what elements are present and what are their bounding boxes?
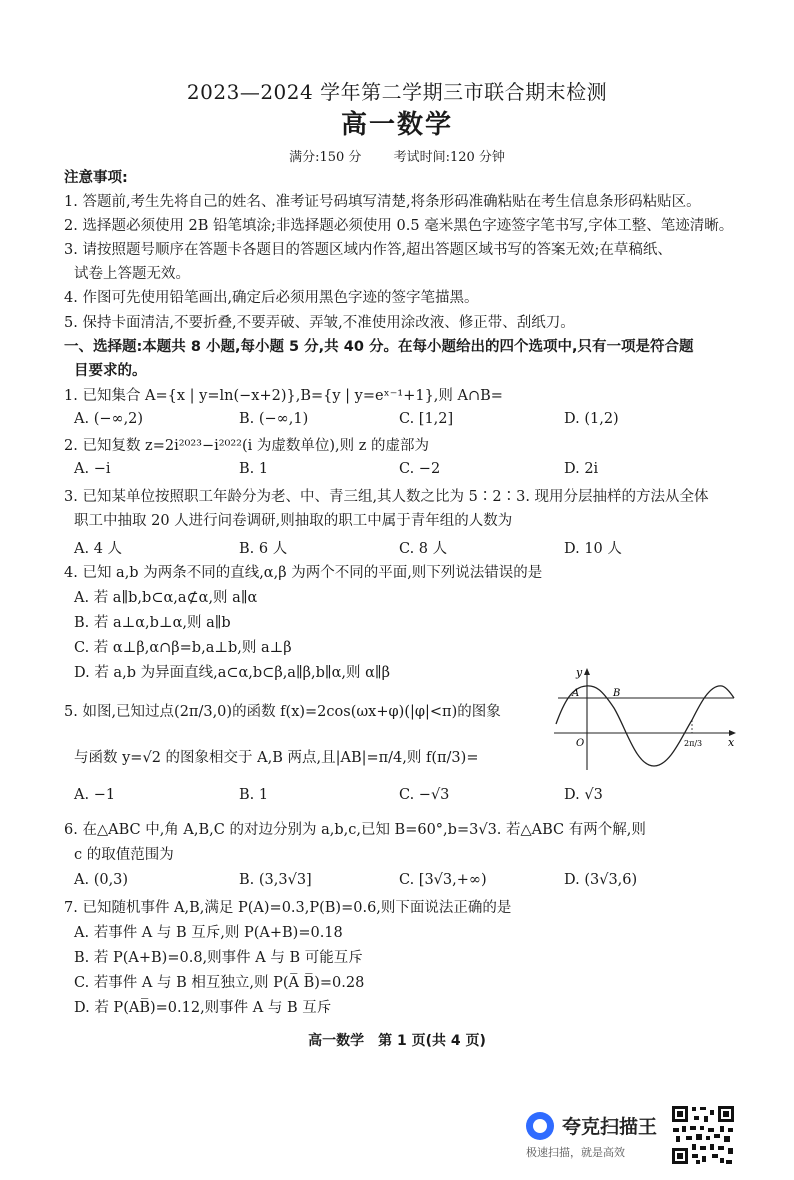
q2-option-d: D. 2i (564, 461, 599, 477)
q4-option-b: B. 若 a⊥α,b⊥α,则 a∥b (74, 615, 231, 631)
section-heading-cont: 目要求的。 (74, 363, 147, 379)
full-score: 满分:150 分 (289, 150, 362, 165)
scanner-slogan: 极速扫描，就是高效 (526, 1146, 625, 1159)
q7-stem: 7. 已知随机事件 A,B,满足 P(A)=0.3,P(B)=0.6,则下面说法正确的是 (64, 900, 512, 916)
x-axis-label: x (728, 736, 735, 749)
q5-option-c: C. −√3 (399, 787, 450, 803)
q3-stem-cont: 职工中抽取 20 人进行问卷调研,则抽取的职工中属于青年组的人数为 (74, 513, 513, 529)
q2-stem: 2. 已知复数 z=2i²⁰²³−i²⁰²²(i 为虚数单位),则 z 的虚部为 (64, 438, 430, 454)
q6-option-c: C. [3√3,+∞) (399, 872, 487, 888)
q3-option-c: C. 8 人 (399, 541, 448, 557)
scanner-logo-icon (526, 1112, 554, 1140)
exam-title: 2023—2024 学年第二学期三市联合期末检测 (186, 80, 608, 104)
subject-title: 高一数学 (340, 110, 453, 140)
q7-option-a: A. 若事件 A 与 B 互斥,则 P(A+B)=0.18 (74, 925, 343, 941)
q5-option-d: D. √3 (564, 787, 603, 803)
notice-item: 1. 答题前,考生先将自己的姓名、准考证号码填写清楚,将条形码准确粘贴在考生信息条形码粘贴区。 (64, 194, 701, 210)
q7-option-c: C. 若事件 A 与 B 相互独立,则 P(A̅ B̅)=0.28 (74, 975, 365, 991)
q5-option-b: B. 1 (239, 787, 269, 803)
q3-options (74, 537, 714, 557)
q2-option-b: B. 1 (239, 461, 269, 477)
q5-options (74, 787, 714, 807)
notice-item: 5. 保持卡面清洁,不要折叠,不要弄破、弄皱,不准使用涂改液、修正带、刮纸刀。 (64, 315, 575, 331)
q1-stem: 1. 已知集合 A={x | y=ln(−x+2)},B={y | y=eˣ⁻¹+1},则 A∩B= (64, 388, 503, 404)
q4-stem: 4. 已知 a,b 为两条不同的直线,α,β 为两个不同的平面,则下列说法错误的是 (64, 565, 543, 581)
origin-label: O (576, 738, 585, 749)
q4-option-a: A. 若 a∥b,b⊂α,a⊄α,则 a∥α (74, 590, 258, 606)
q1-option-a: A. (−∞,2) (74, 411, 144, 427)
y-axis-label: y (576, 666, 583, 679)
q5-option-a: A. −1 (74, 787, 116, 803)
notice-item: 3. 请按照题号顺序在答题卡各题目的答题区域内作答,超出答题区域书写的答案无效;在草稿纸、 (64, 242, 672, 258)
notice-heading: 注意事项: (64, 170, 128, 186)
q1-option-b: B. (−∞,1) (239, 411, 309, 427)
q2-option-c: C. −2 (399, 461, 441, 477)
q1-options (74, 411, 714, 431)
exam-time: 考试时间:120 分钟 (393, 150, 505, 165)
exam-info (0, 146, 794, 165)
q6-stem-cont: c 的取值范围为 (74, 847, 174, 863)
q6-option-a: A. (0,3) (74, 872, 129, 888)
notice-item: 试卷上答题无效。 (74, 266, 190, 282)
q3-option-d: D. 10 人 (564, 541, 622, 557)
q3-stem: 3. 已知某单位按照职工年龄分为老、中、青三组,其人数之比为 5∶2∶3. 现用分层抽样的方法从全体 (64, 489, 709, 505)
q2-option-a: A. −i (74, 461, 111, 477)
page-footer: 高一数学 第 1 页(共 4 页) (308, 1033, 486, 1049)
point-b-label: B (613, 688, 621, 699)
q4-option-d: D. 若 a,b 为异面直线,a⊂α,b⊂β,a∥β,b∥α,则 α∥β (74, 665, 391, 681)
q2-options (74, 461, 714, 481)
qr-code-icon (670, 1104, 736, 1166)
point-a-label: A (572, 688, 580, 699)
q7-option-d: D. 若 P(AB̅)=0.12,则事件 A 与 B 互斥 (74, 1000, 332, 1016)
q7-option-b: B. 若 P(A+B)=0.8,则事件 A 与 B 可能互斥 (74, 950, 363, 966)
notice-item: 4. 作图可先使用铅笔画出,确定后必须用黑色字迹的签字笔描黑。 (64, 290, 479, 306)
q5-stem: 5. 如图,已知过点(2π/3,0)的函数 f(x)=2cos(ωx+φ)(|φ|<π)的图象 (64, 704, 501, 720)
notice-item: 2. 选择题必须使用 2B 铅笔填涂;非选择题必须使用 0.5 毫米黑色字迹签字笔书写,字体工整、笔迹清晰。 (64, 218, 734, 234)
q6-option-d: D. (3√3,6) (564, 872, 638, 888)
y-axis-arrow (584, 668, 590, 675)
tick-label: 2π/3 (684, 739, 703, 748)
q6-option-b: B. (3,3√3] (239, 872, 312, 888)
q3-option-b: B. 6 人 (239, 541, 288, 557)
q6-stem: 6. 在△ABC 中,角 A,B,C 的对边分别为 a,b,c,已知 B=60°,b=3√3. 若△ABC 有两个解,则 (64, 822, 646, 838)
q5-stem-cont: 与函数 y=√2 的图象相交于 A,B 两点,且|AB|=π/4,则 f(π/3)= (74, 750, 479, 766)
q1-option-d: D. (1,2) (564, 411, 619, 427)
q5-cosine-graph (550, 662, 740, 774)
q4-option-c: C. 若 α⊥β,α∩β=b,a⊥b,则 a⊥β (74, 640, 292, 656)
q3-option-a: A. 4 人 (74, 541, 123, 557)
scanner-app-name: 夸克扫描王 (562, 1116, 658, 1138)
scanner-watermark (526, 1108, 666, 1158)
section-heading: 一、选择题:本题共 8 小题,每小题 5 分,共 40 分。在每小题给出的四个选项中,只有一项是符合题 (64, 339, 694, 355)
q6-options (74, 872, 714, 892)
q1-option-c: C. [1,2] (399, 411, 454, 427)
